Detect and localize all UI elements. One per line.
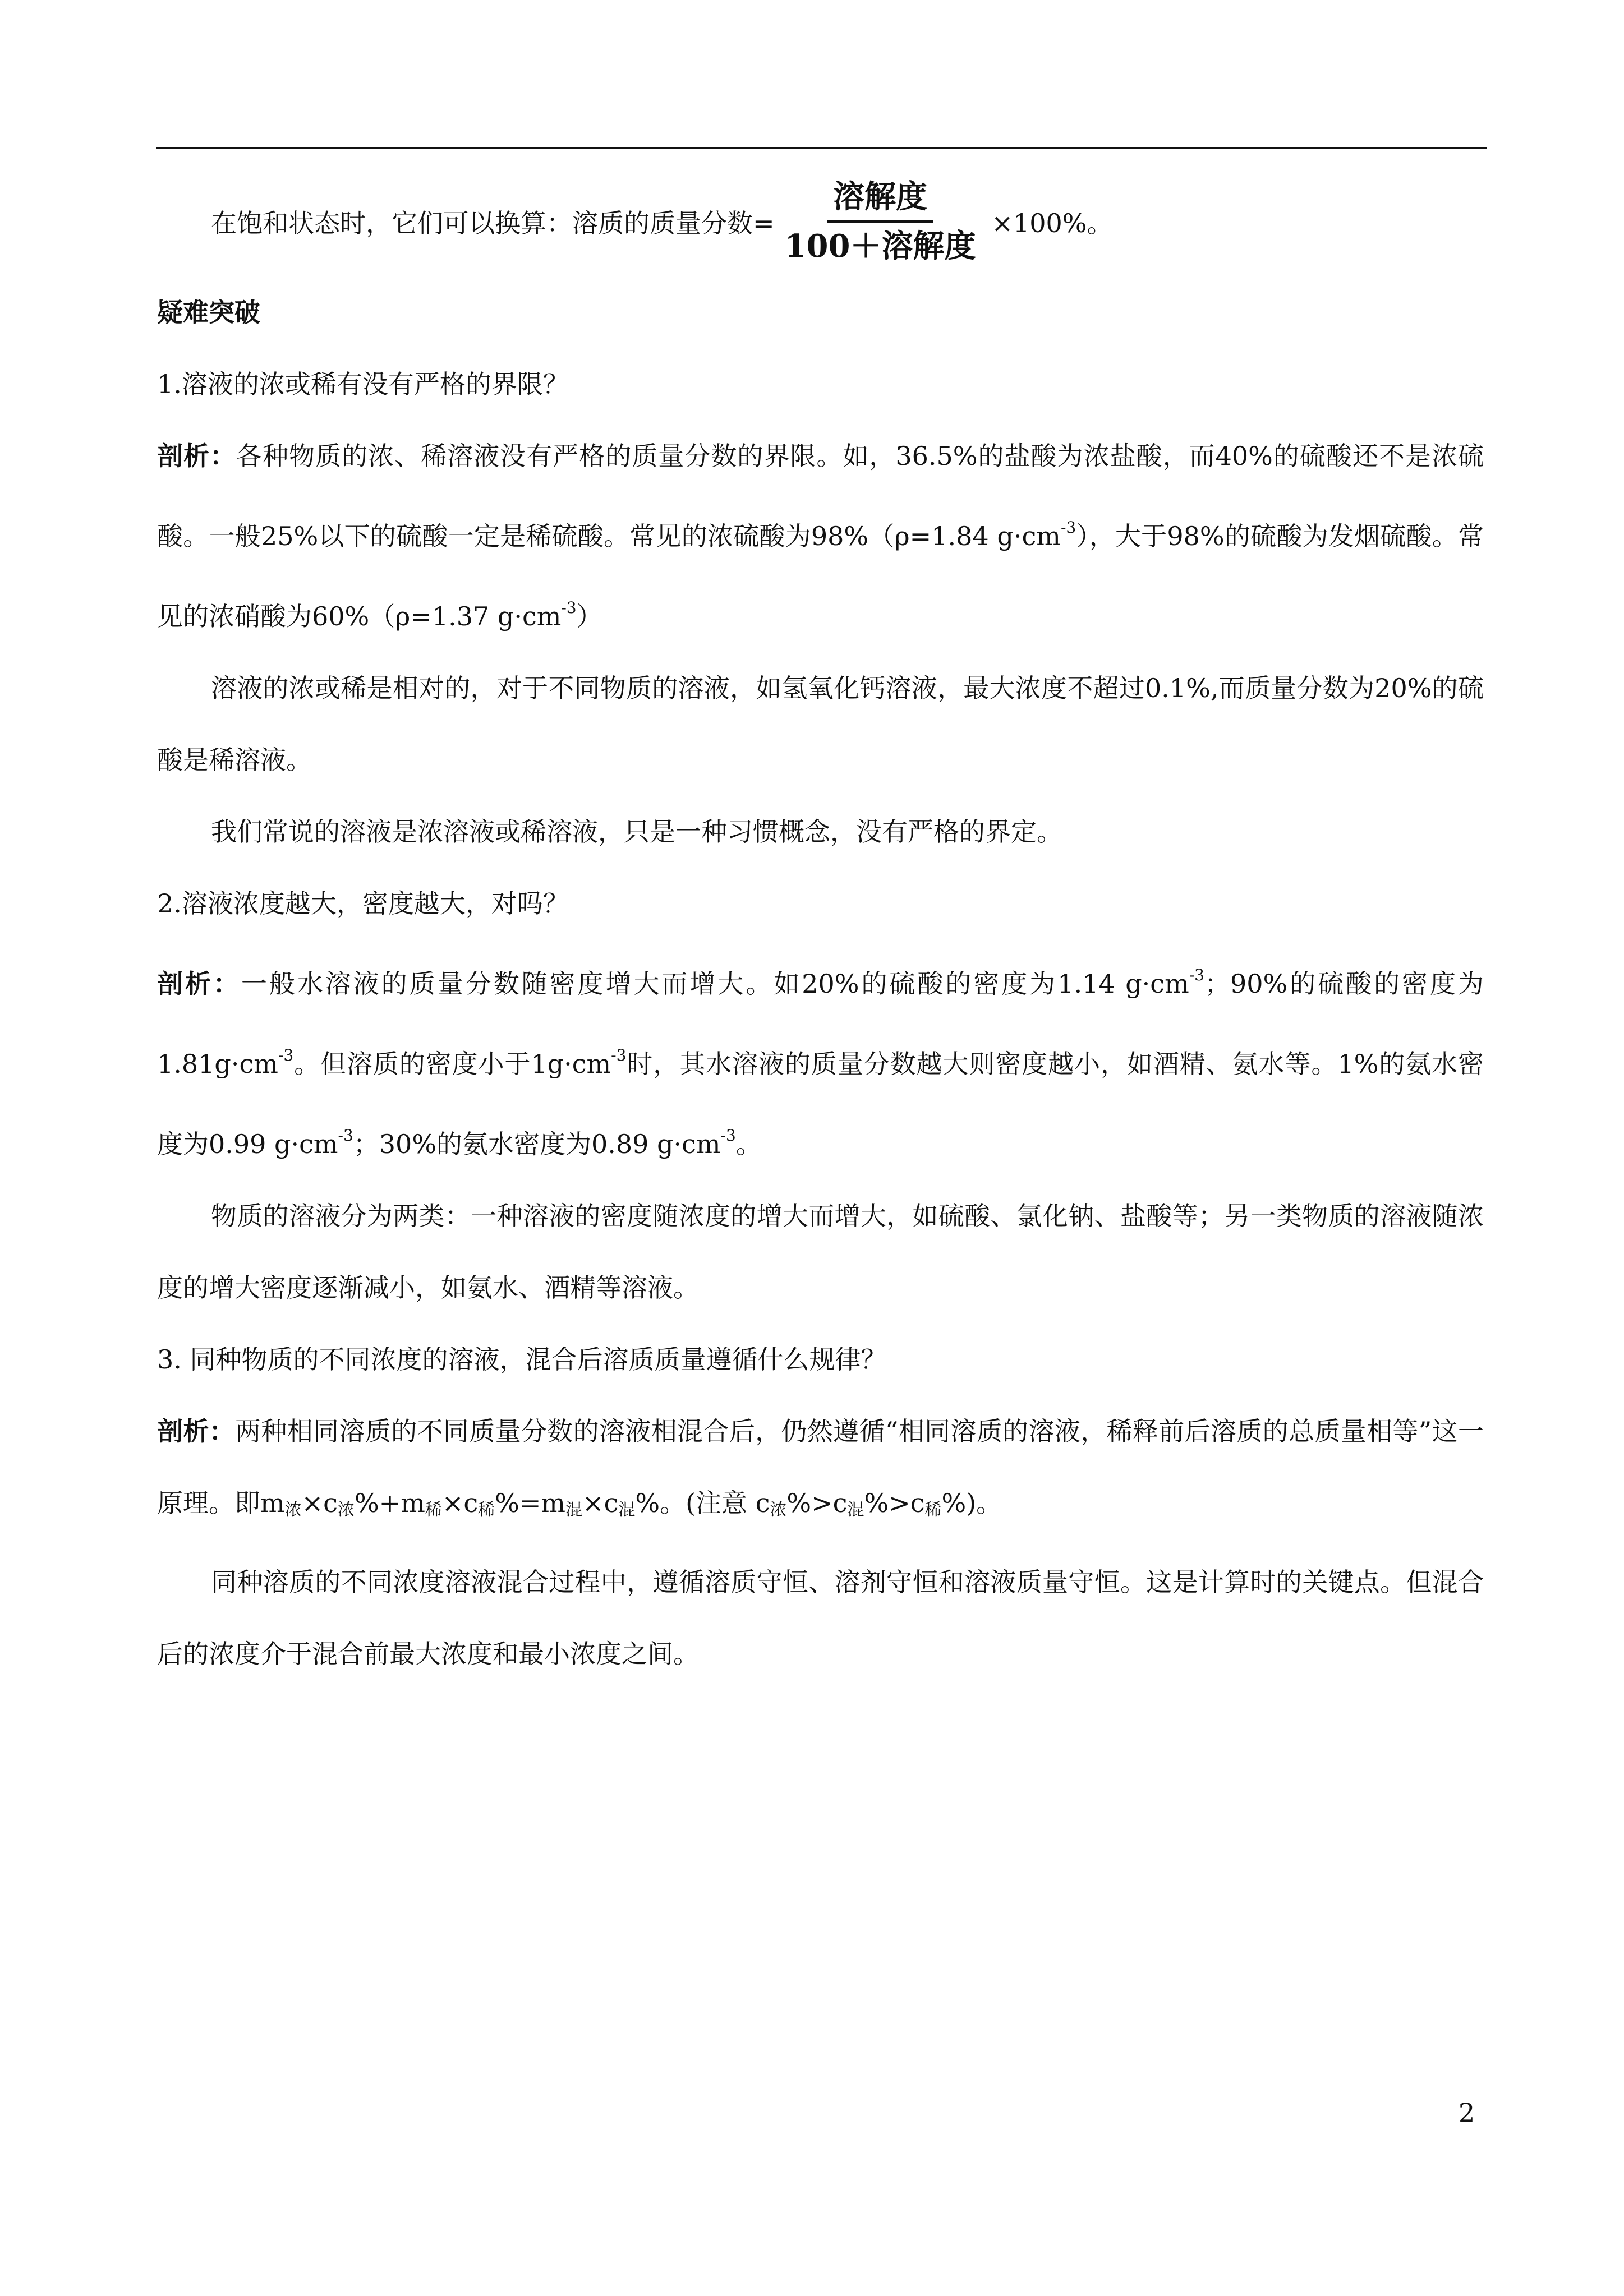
formula-prefix: 在饱和状态时，它们可以换算：溶质的质量分数=	[211, 208, 775, 238]
analysis-lead: 剖析：	[157, 969, 241, 999]
header-rule	[156, 147, 1487, 149]
answer-3-para-2: 同种溶质的不同浓度溶液混合过程中，遵循溶质守恒、溶剂守恒和溶液质量守恒。这是计算时的关键点。但混合后的浓度介于混合前最大浓度和最小浓度之间。	[157, 1567, 1484, 1669]
answer-2-para-1: 剖析：一般水溶液的质量分数随密度增大而增大。如20%的硫酸的密度为1.14 $g\cdot cm^{-3}$；90%的硫酸的密度为$1.81g\cdot cm^{-3}$。但溶质的密度小于$1g\cdot cm^{-3}$时，其水溶液的质量分数越大则密度越小，如酒精、氨水等。1%的氨水密度为0.99 $g\cdot cm^{-3}$；30%的氨水密度为0.89 $g\cdot cm^{-3}$。	[157, 966, 1484, 1159]
analysis-lead: 剖析：	[157, 1416, 236, 1446]
fraction-numerator: 溶解度	[827, 179, 933, 223]
answer-1-para-1: 剖析：各种物质的浓、稀溶液没有严格的质量分数的界限。如，36.5%的盐酸为浓盐酸，而40%的硫酸还不是浓硫酸。一般25%以下的硫酸一定是稀硫酸。常见的浓硫酸为98%（ρ=1.84 $g\cdot cm^{-3}$），大于98%的硫酸为发烟硫酸。常见的浓硝酸为60%（ρ=1.37 $g\cdot cm^{-3}$）	[157, 441, 1484, 631]
fraction-denominator: 100＋溶解度	[784, 228, 976, 265]
formula-paragraph	[157, 171, 1484, 272]
formula-suffix: ×100%。	[991, 208, 1113, 238]
answer-1-para-2: 溶液的浓或稀是相对的，对于不同物质的溶液，如氢氧化钙溶液，最大浓度不超过0.1%,而质量分数为20%的硫酸是稀溶液。	[157, 673, 1484, 775]
answer-2-para-2: 物质的溶液分为两类：一种溶液的密度随浓度的增大而增大，如硫酸、氯化钠、盐酸等；另一类物质的溶液随浓度的增大密度逐渐减小，如氨水、酒精等溶液。	[157, 1201, 1484, 1303]
question-3: 3. 同种物质的不同浓度的溶液，混合后溶质质量遵循什么规律？	[157, 1344, 887, 1375]
page-number: 2	[1459, 2097, 1475, 2128]
document-body	[157, 171, 1484, 1690]
answer-1-para-3: 我们常说的溶液是浓溶液或稀溶液，只是一种习惯概念，没有严格的界定。	[211, 817, 1062, 847]
answer-3-para-1: 剖析：两种相同溶质的不同质量分数的溶液相混合后，仍然遵循“相同溶质的溶液，稀释前后溶质的总质量相等”这一原理。即$m_浓\times c_浓\%+m_稀\times c_稀\%=m_混\times c_混\%$。(注意 $c_浓\%>c_混\%>c_稀\%$)。	[157, 1416, 1484, 1520]
question-2: 2.溶液浓度越大，密度越大，对吗？	[157, 888, 569, 919]
analysis-lead: 剖析：	[157, 441, 237, 471]
question-1: 1.溶液的浓或稀有没有严格的界限？	[157, 369, 569, 399]
section-title: 疑难突破	[157, 297, 260, 328]
fraction	[779, 179, 982, 264]
